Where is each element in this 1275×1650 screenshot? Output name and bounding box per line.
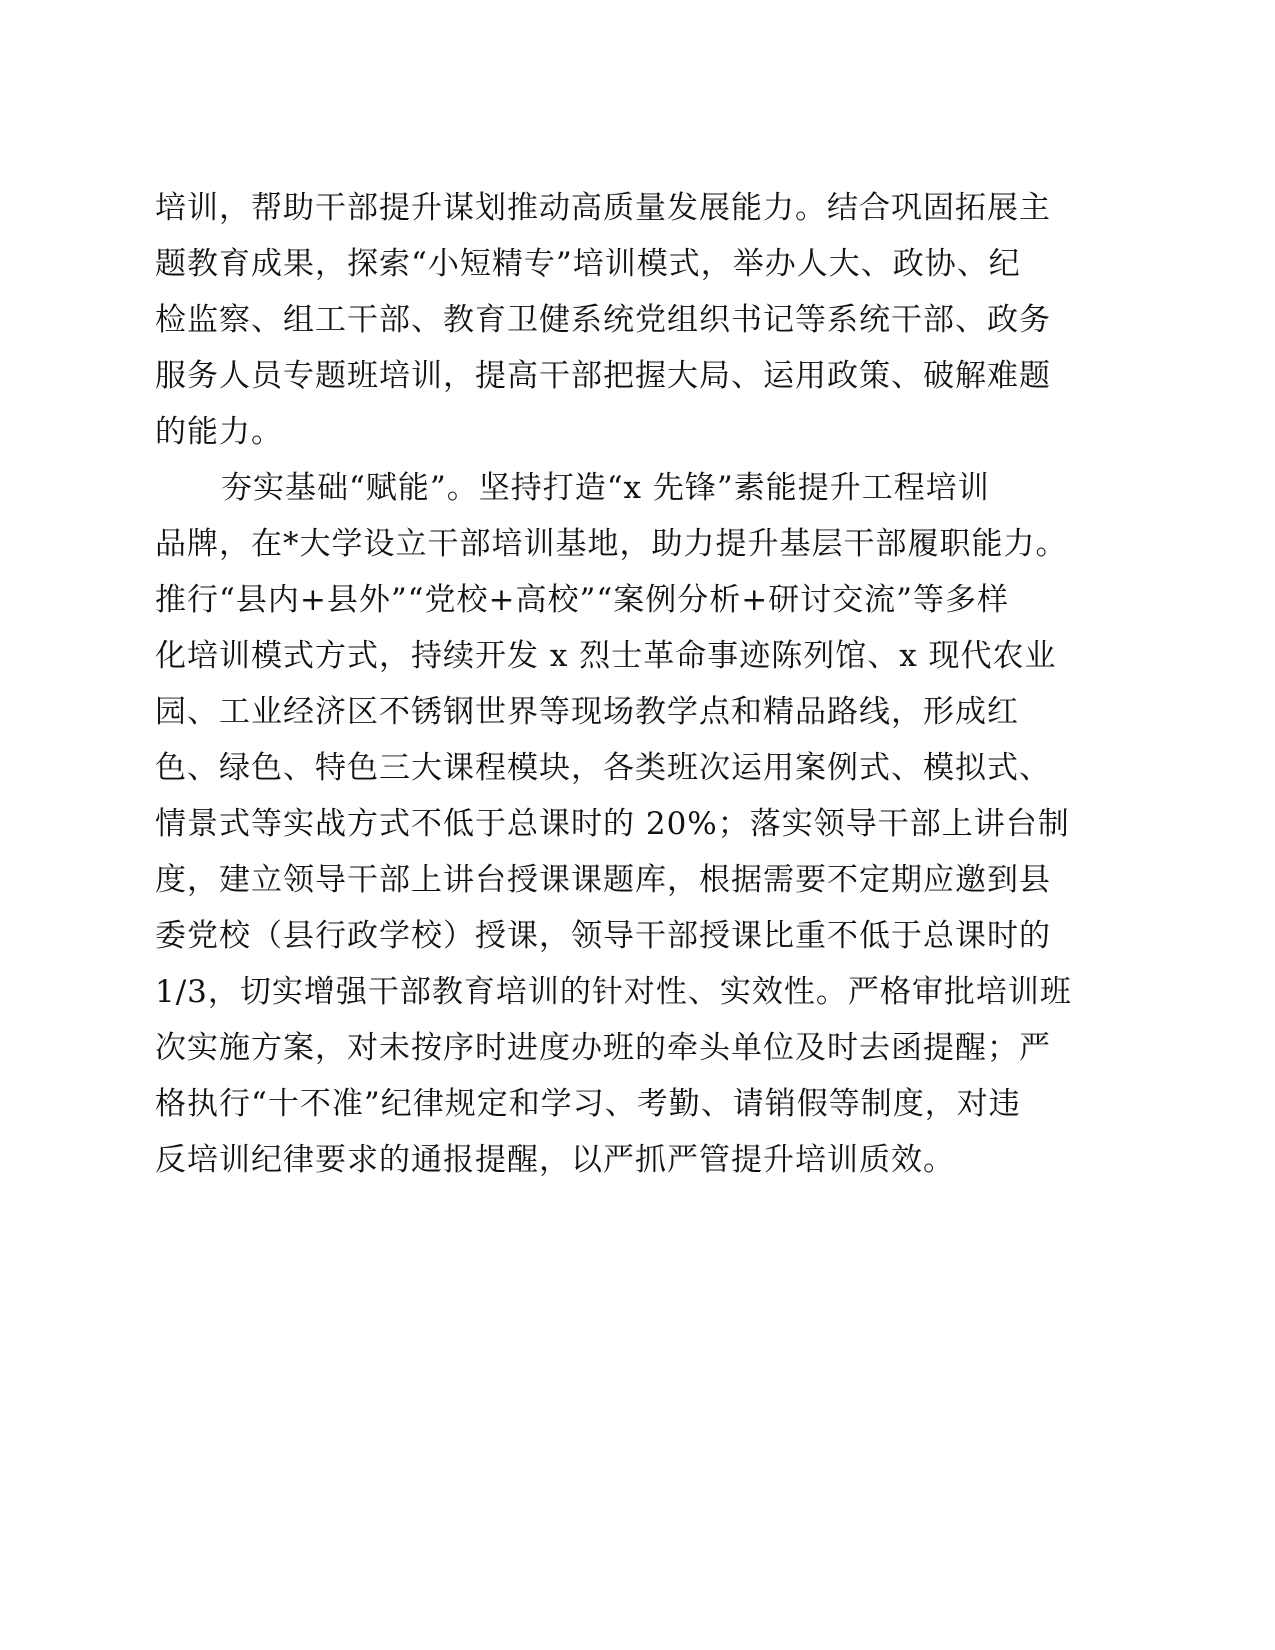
text-line: 反培训纪律要求的通报提醒，以严抓严管提升培训质效。 bbox=[155, 1142, 955, 1178]
text-line: 度，建立领导干部上讲台授课课题库，根据需要不定期应邀到县 bbox=[155, 862, 1051, 898]
text-line: 色、绿色、特色三大课程模块，各类班次运用案例式、模拟式、 bbox=[155, 750, 1051, 786]
paragraph-start-line: 夯实基础“赋能”。坚持打造“x 先锋”素能提升工程培训 bbox=[221, 470, 990, 506]
text-line: 品牌，在*大学设立干部培训基地，助力提升基层干部履职能力。 bbox=[155, 526, 1068, 562]
text-line: 委党校（县行政学校）授课，领导干部授课比重不低于总课时的 bbox=[155, 918, 1051, 954]
text-line: 推行“县内+县外”“党校+高校”“案例分析+研讨交流”等多样 bbox=[155, 582, 1010, 618]
text-line: 1/3，切实增强干部教育培训的针对性、实效性。严格审批培训班 bbox=[155, 974, 1072, 1010]
body-text bbox=[155, 180, 1075, 1188]
text-line: 题教育成果，探索“小短精专”培训模式，举办人大、政协、纪 bbox=[155, 246, 1021, 282]
text-line: 培训，帮助干部提升谋划推动高质量发展能力。结合巩固拓展主 bbox=[155, 190, 1051, 226]
text-line: 的能力。 bbox=[155, 414, 283, 450]
text-line: 检监察、组工干部、教育卫健系统党组织书记等系统干部、政务 bbox=[155, 302, 1051, 338]
text-line: 园、工业经济区不锈钢世界等现场教学点和精品路线，形成红 bbox=[155, 694, 1019, 730]
text-line: 服务人员专题班培训，提高干部把握大局、运用政策、破解难题 bbox=[155, 358, 1051, 394]
text-line: 次实施方案，对未按序时进度办班的牵头单位及时去函提醒；严 bbox=[155, 1030, 1051, 1066]
text-line: 格执行“十不准”纪律规定和学习、考勤、请销假等制度，对违 bbox=[155, 1086, 1021, 1122]
text-line: 情景式等实战方式不低于总课时的 20%；落实领导干部上讲台制 bbox=[155, 806, 1070, 842]
text-line: 化培训模式方式，持续开发 x 烈士革命事迹陈列馆、x 现代农业 bbox=[155, 638, 1057, 674]
